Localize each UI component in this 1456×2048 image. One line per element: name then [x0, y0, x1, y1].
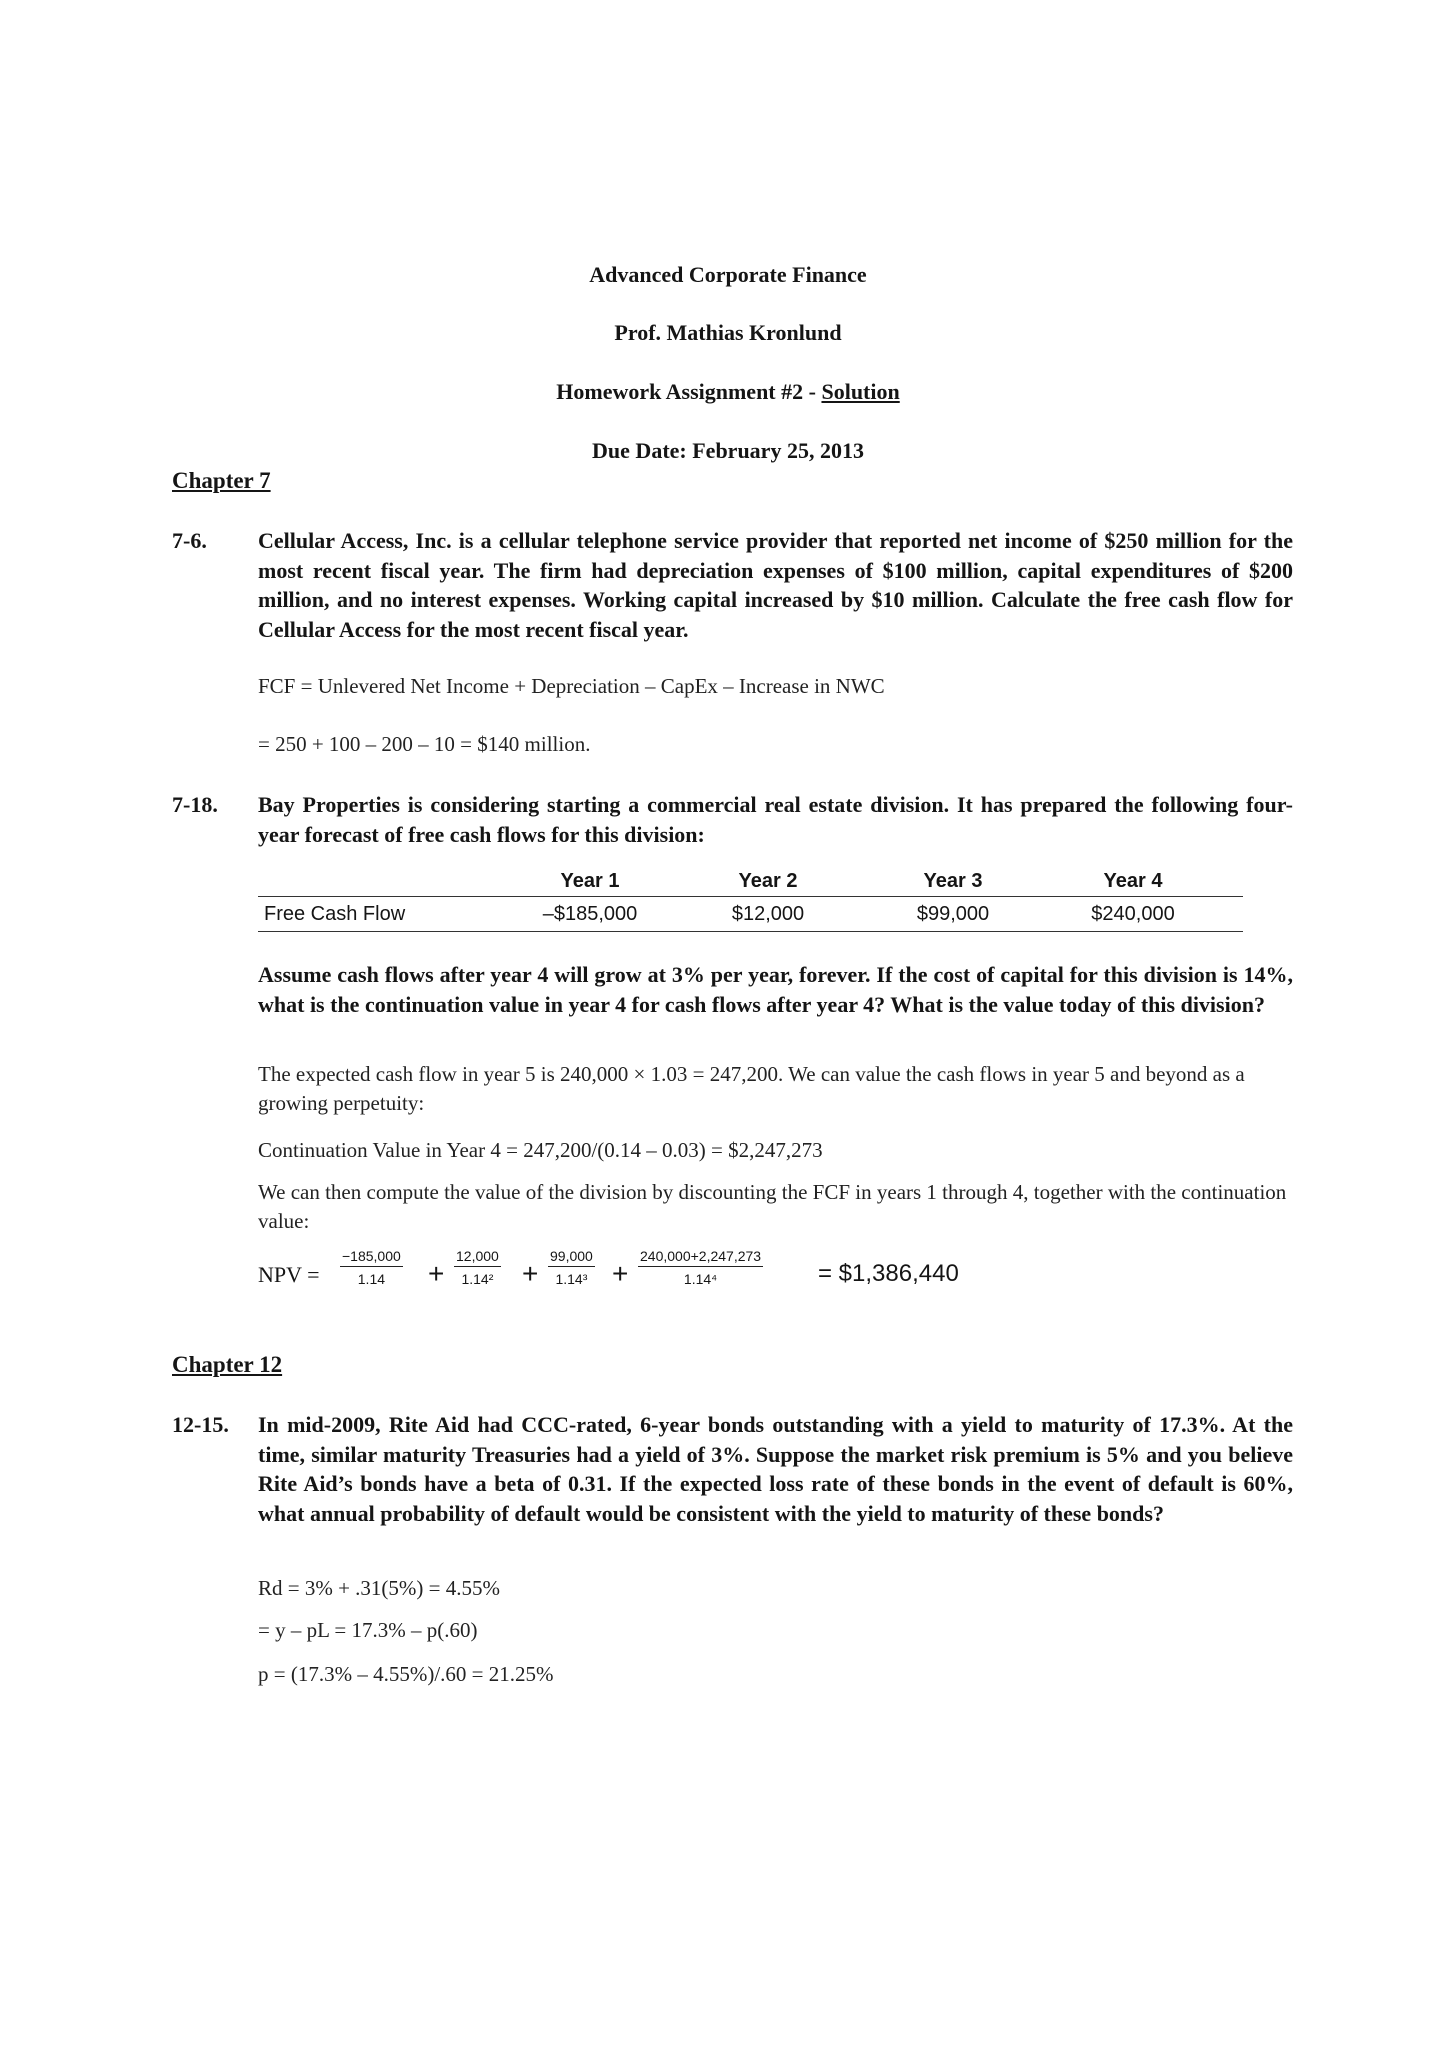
table-header-cell: Year 1: [560, 870, 620, 892]
problem-7-18-question-part2: Assume cash flows after year 4 will grow at 3% per year, forever. If the cost of capital for this division is 14%, what is the continuation value in year 4 for cash flows after year 4? What is the value today of this division?: [258, 962, 1293, 1017]
npv-fraction-2: [454, 1248, 501, 1287]
problem-12-15-answer-yield: = y – pL = 17.3% – p(.60): [258, 1618, 478, 1642]
assignment-solution: Solution: [821, 379, 900, 404]
problem-7-18-question: Bay Properties is considering starting a commercial real estate division. It has prepared the following four-year forecast of free cash flows for this division:: [258, 792, 1293, 847]
plus-operator: +: [612, 1258, 629, 1289]
problem-12-15-question: In mid-2009, Rite Aid had CCC-rated, 6-year bonds outstanding with a yield to maturity of 17.3%. At the time, similar maturity Treasuries had a yield of 3%. Suppose the market risk premium is 5% and you believe Rite Aid’s bonds have a beta of 0.31. If the expected loss rate of these bonds in the event of default is 60%, what annual probability of default would be consistent with the yield to maturity of these bonds?: [258, 1412, 1293, 1526]
npv-label: NPV =: [258, 1262, 320, 1287]
problem-12-15-answer-rd: Rd = 3% + .31(5%) = 4.55%: [258, 1576, 501, 1600]
problem-7-6-number: 7-6.: [172, 528, 207, 553]
problem-7-6-question: Cellular Access, Inc. is a cellular telephone service provider that reported net income of $250 million for the most recent fiscal year. The firm had depreciation expenses of $100 million, capital expenditures of $200 million, and no interest expenses. Working capital increased by $10 million. Calculate the free cash flow for Cellular Access for the most recent fiscal year.: [258, 528, 1293, 642]
table-header-row: [258, 864, 1243, 897]
problem-12-15-answer-probability: p = (17.3% – 4.55%)/.60 = 21.25%: [258, 1662, 554, 1686]
table-cell: $99,000: [916, 903, 990, 925]
table-header-cell: Year 4: [1103, 870, 1163, 892]
npv-result: = $1,386,440: [818, 1260, 959, 1287]
table-cell: Free Cash Flow: [264, 903, 406, 925]
fraction-denominator: 1.14⁴: [683, 1271, 718, 1287]
problem-7-18-answer-continuation: Continuation Value in Year 4 = 247,200/(0.14 – 0.03) = $2,247,273: [258, 1138, 823, 1162]
npv-fraction-1: [340, 1248, 403, 1287]
fraction-denominator: 1.14: [357, 1271, 386, 1287]
problem-7-18-number: 7-18.: [172, 792, 218, 817]
assignment-prefix: Homework Assignment #2 -: [556, 379, 822, 404]
due-date: Due Date: February 25, 2013: [592, 438, 864, 463]
course-title: Advanced Corporate Finance: [589, 262, 867, 287]
fraction-numerator: 12,000: [454, 1248, 501, 1267]
npv-fraction-4: [638, 1248, 763, 1287]
table-cell: $240,000: [1091, 903, 1175, 925]
fraction-denominator: 1.14²: [461, 1271, 494, 1287]
plus-operator: +: [522, 1258, 539, 1289]
problem-12-15-number: 12-15.: [172, 1412, 229, 1437]
table-cell: –$185,000: [542, 903, 638, 925]
problem-7-18-answer-discounting: We can then compute the value of the division by discounting the FCF in years 1 through 4, together with the continuation value:: [258, 1180, 1287, 1233]
problem-7-6-answer-formula: FCF = Unlevered Net Income + Depreciation – CapEx – Increase in NWC: [258, 674, 885, 698]
fraction-denominator: 1.14³: [555, 1271, 588, 1287]
professor-name: Prof. Mathias Kronlund: [614, 320, 842, 345]
problem-7-18-answer-year5: The expected cash flow in year 5 is 240,000 × 1.03 = 247,200. We can value the cash flows in year 5 and beyond as a growing perpetuity:: [258, 1062, 1245, 1115]
table-header-cell: Year 3: [923, 870, 983, 892]
plus-operator: +: [428, 1258, 445, 1289]
cash-flow-table: [258, 864, 1243, 932]
fraction-numerator: −185,000: [340, 1248, 403, 1267]
problem-7-6-answer-result: = 250 + 100 – 200 – 10 = $140 million.: [258, 732, 591, 756]
fraction-numerator: 99,000: [548, 1248, 595, 1267]
fraction-numerator: 240,000+2,247,273: [638, 1248, 763, 1267]
assignment-title: [0, 379, 1456, 405]
table-row: [258, 897, 1243, 932]
table-header-cell: Year 2: [738, 870, 798, 892]
chapter-12-heading: Chapter 12: [172, 1352, 283, 1377]
table-cell: $12,000: [731, 903, 805, 925]
chapter-7-heading: Chapter 7: [172, 468, 271, 493]
npv-fraction-3: [548, 1248, 595, 1287]
